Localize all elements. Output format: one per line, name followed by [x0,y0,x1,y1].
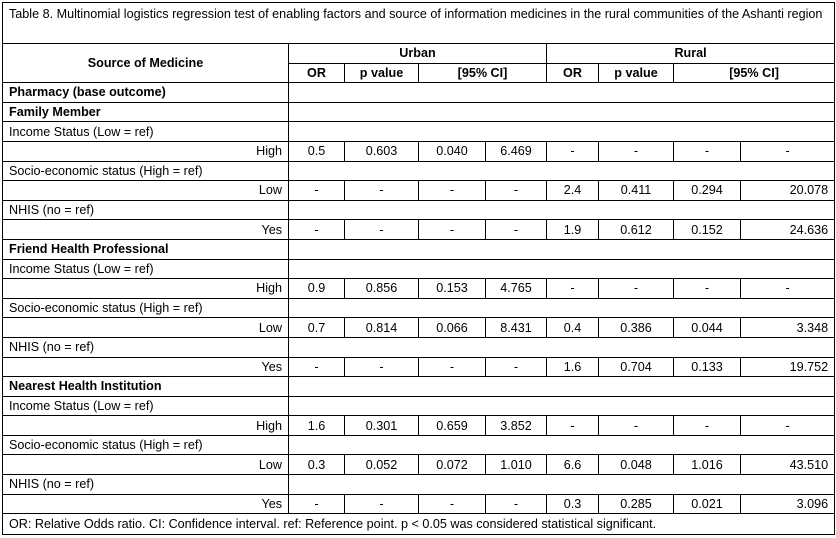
urban-ci-header: [95% CI] [419,63,547,83]
urban-p-value-cell: - [345,181,419,201]
rural-ci-lower-cell: - [674,279,741,299]
header-row-1 [3,44,835,64]
section-row [3,83,835,103]
rural-or-cell: 2.4 [547,181,599,201]
factor-label: NHIS (no = ref) [3,337,289,357]
footnote-row [3,514,835,535]
urban-or-cell: - [289,357,345,377]
factor-label: Socio-economic status (High = ref) [3,435,289,455]
rural-p-value-cell: 0.411 [599,181,674,201]
factor-row [3,475,835,495]
table-row [3,416,835,436]
empty-cell [289,396,835,416]
level-cell: Low [3,181,289,201]
rural-ci-lower-cell: 1.016 [674,455,741,475]
section-label: Nearest Health Institution [3,377,289,397]
factor-row [3,259,835,279]
urban-p-value-cell: 0.603 [345,141,419,161]
empty-cell [289,83,835,103]
factor-label: NHIS (no = ref) [3,475,289,495]
factor-row [3,122,835,142]
urban-p-header: p value [345,63,419,83]
rural-p-value-cell: 0.048 [599,455,674,475]
level-cell: High [3,141,289,161]
urban-or-cell: - [289,220,345,240]
rural-ci-header: [95% CI] [674,63,835,83]
urban-p-value-cell: - [345,494,419,514]
caption-row [3,3,835,44]
urban-p-value-cell: - [345,220,419,240]
level-cell: High [3,416,289,436]
rural-p-value-cell: 0.386 [599,318,674,338]
rural-p-value-cell: - [599,279,674,299]
factor-row [3,161,835,181]
rural-or-cell: - [547,416,599,436]
regression-table [2,2,835,535]
level-cell: Yes [3,357,289,377]
table-row [3,181,835,201]
table-row [3,220,835,240]
empty-cell [289,298,835,318]
urban-p-value-cell: - [345,357,419,377]
level-cell: High [3,279,289,299]
urban-ci-upper-cell: 6.469 [486,141,547,161]
table-caption: Table 8. Multinomial logistics regression test of enabling factors and source of information medicines in the rural communities of the Ashanti region [3,3,835,44]
urban-p-value-cell: 0.301 [345,416,419,436]
rural-ci-upper-cell: - [741,416,835,436]
rural-or-cell: 0.4 [547,318,599,338]
urban-ci-upper-cell: - [486,220,547,240]
factor-row [3,435,835,455]
urban-ci-upper-cell: 1.010 [486,455,547,475]
factor-row [3,200,835,220]
factor-row [3,298,835,318]
urban-or-header: OR [289,63,345,83]
rural-p-header: p value [599,63,674,83]
rural-ci-upper-cell: 43.510 [741,455,835,475]
urban-or-cell: - [289,181,345,201]
empty-cell [289,337,835,357]
rural-ci-lower-cell: 0.133 [674,357,741,377]
factor-label: NHIS (no = ref) [3,200,289,220]
empty-cell [289,102,835,122]
empty-cell [289,239,835,259]
table-row [3,455,835,475]
urban-header: Urban [289,44,547,64]
urban-p-value-cell: 0.856 [345,279,419,299]
urban-ci-upper-cell: 4.765 [486,279,547,299]
empty-cell [289,435,835,455]
section-label: Family Member [3,102,289,122]
urban-or-cell: 0.9 [289,279,345,299]
empty-cell [289,200,835,220]
rural-header: Rural [547,44,835,64]
rural-or-cell: 0.3 [547,494,599,514]
urban-ci-lower-cell: - [419,494,486,514]
rural-ci-upper-cell: 3.348 [741,318,835,338]
empty-cell [289,161,835,181]
table-row [3,318,835,338]
urban-ci-lower-cell: - [419,220,486,240]
rural-p-value-cell: - [599,141,674,161]
rural-or-cell: - [547,141,599,161]
empty-cell [289,259,835,279]
section-row [3,377,835,397]
urban-ci-lower-cell: 0.659 [419,416,486,436]
rural-ci-lower-cell: - [674,416,741,436]
factor-row [3,396,835,416]
level-cell: Yes [3,220,289,240]
table-row [3,494,835,514]
rural-ci-upper-cell: - [741,279,835,299]
rural-p-value-cell: 0.285 [599,494,674,514]
rural-or-cell: - [547,279,599,299]
urban-ci-lower-cell: 0.153 [419,279,486,299]
rural-ci-lower-cell: 0.152 [674,220,741,240]
table-row [3,279,835,299]
section-row [3,102,835,122]
table-row [3,141,835,161]
factor-row [3,337,835,357]
rural-or-header: OR [547,63,599,83]
urban-ci-lower-cell: - [419,181,486,201]
rural-ci-lower-cell: 0.294 [674,181,741,201]
urban-ci-upper-cell: - [486,181,547,201]
urban-ci-upper-cell: 8.431 [486,318,547,338]
source-of-medicine-header: Source of Medicine [3,44,289,83]
factor-label: Socio-economic status (High = ref) [3,161,289,181]
urban-or-cell: - [289,494,345,514]
rural-p-value-cell: 0.704 [599,357,674,377]
rural-p-value-cell: 0.612 [599,220,674,240]
empty-cell [289,377,835,397]
urban-p-value-cell: 0.814 [345,318,419,338]
table-row [3,357,835,377]
section-label: Friend Health Professional [3,239,289,259]
urban-ci-lower-cell: - [419,357,486,377]
urban-ci-lower-cell: 0.072 [419,455,486,475]
urban-or-cell: 0.7 [289,318,345,338]
rural-ci-upper-cell: - [741,141,835,161]
rural-ci-lower-cell: - [674,141,741,161]
rural-ci-upper-cell: 20.078 [741,181,835,201]
rural-or-cell: 1.6 [547,357,599,377]
level-cell: Low [3,455,289,475]
urban-or-cell: 0.5 [289,141,345,161]
urban-ci-upper-cell: - [486,357,547,377]
level-cell: Low [3,318,289,338]
urban-ci-lower-cell: 0.066 [419,318,486,338]
urban-p-value-cell: 0.052 [345,455,419,475]
rural-ci-upper-cell: 3.096 [741,494,835,514]
rural-or-cell: 1.9 [547,220,599,240]
rural-ci-lower-cell: 0.021 [674,494,741,514]
rural-p-value-cell: - [599,416,674,436]
urban-or-cell: 0.3 [289,455,345,475]
empty-cell [289,475,835,495]
factor-label: Income Status (Low = ref) [3,259,289,279]
rural-ci-upper-cell: 19.752 [741,357,835,377]
section-row [3,239,835,259]
rural-or-cell: 6.6 [547,455,599,475]
empty-cell [289,122,835,142]
level-cell: Yes [3,494,289,514]
factor-label: Income Status (Low = ref) [3,122,289,142]
section-label: Pharmacy (base outcome) [3,83,289,103]
factor-label: Socio-economic status (High = ref) [3,298,289,318]
urban-ci-upper-cell: - [486,494,547,514]
table-footnote: OR: Relative Odds ratio. CI: Confidence interval. ref: Reference point. p < 0.05 was considered statistical significant. [3,514,835,535]
urban-ci-upper-cell: 3.852 [486,416,547,436]
rural-ci-upper-cell: 24.636 [741,220,835,240]
factor-label: Income Status (Low = ref) [3,396,289,416]
rural-ci-lower-cell: 0.044 [674,318,741,338]
urban-or-cell: 1.6 [289,416,345,436]
urban-ci-lower-cell: 0.040 [419,141,486,161]
